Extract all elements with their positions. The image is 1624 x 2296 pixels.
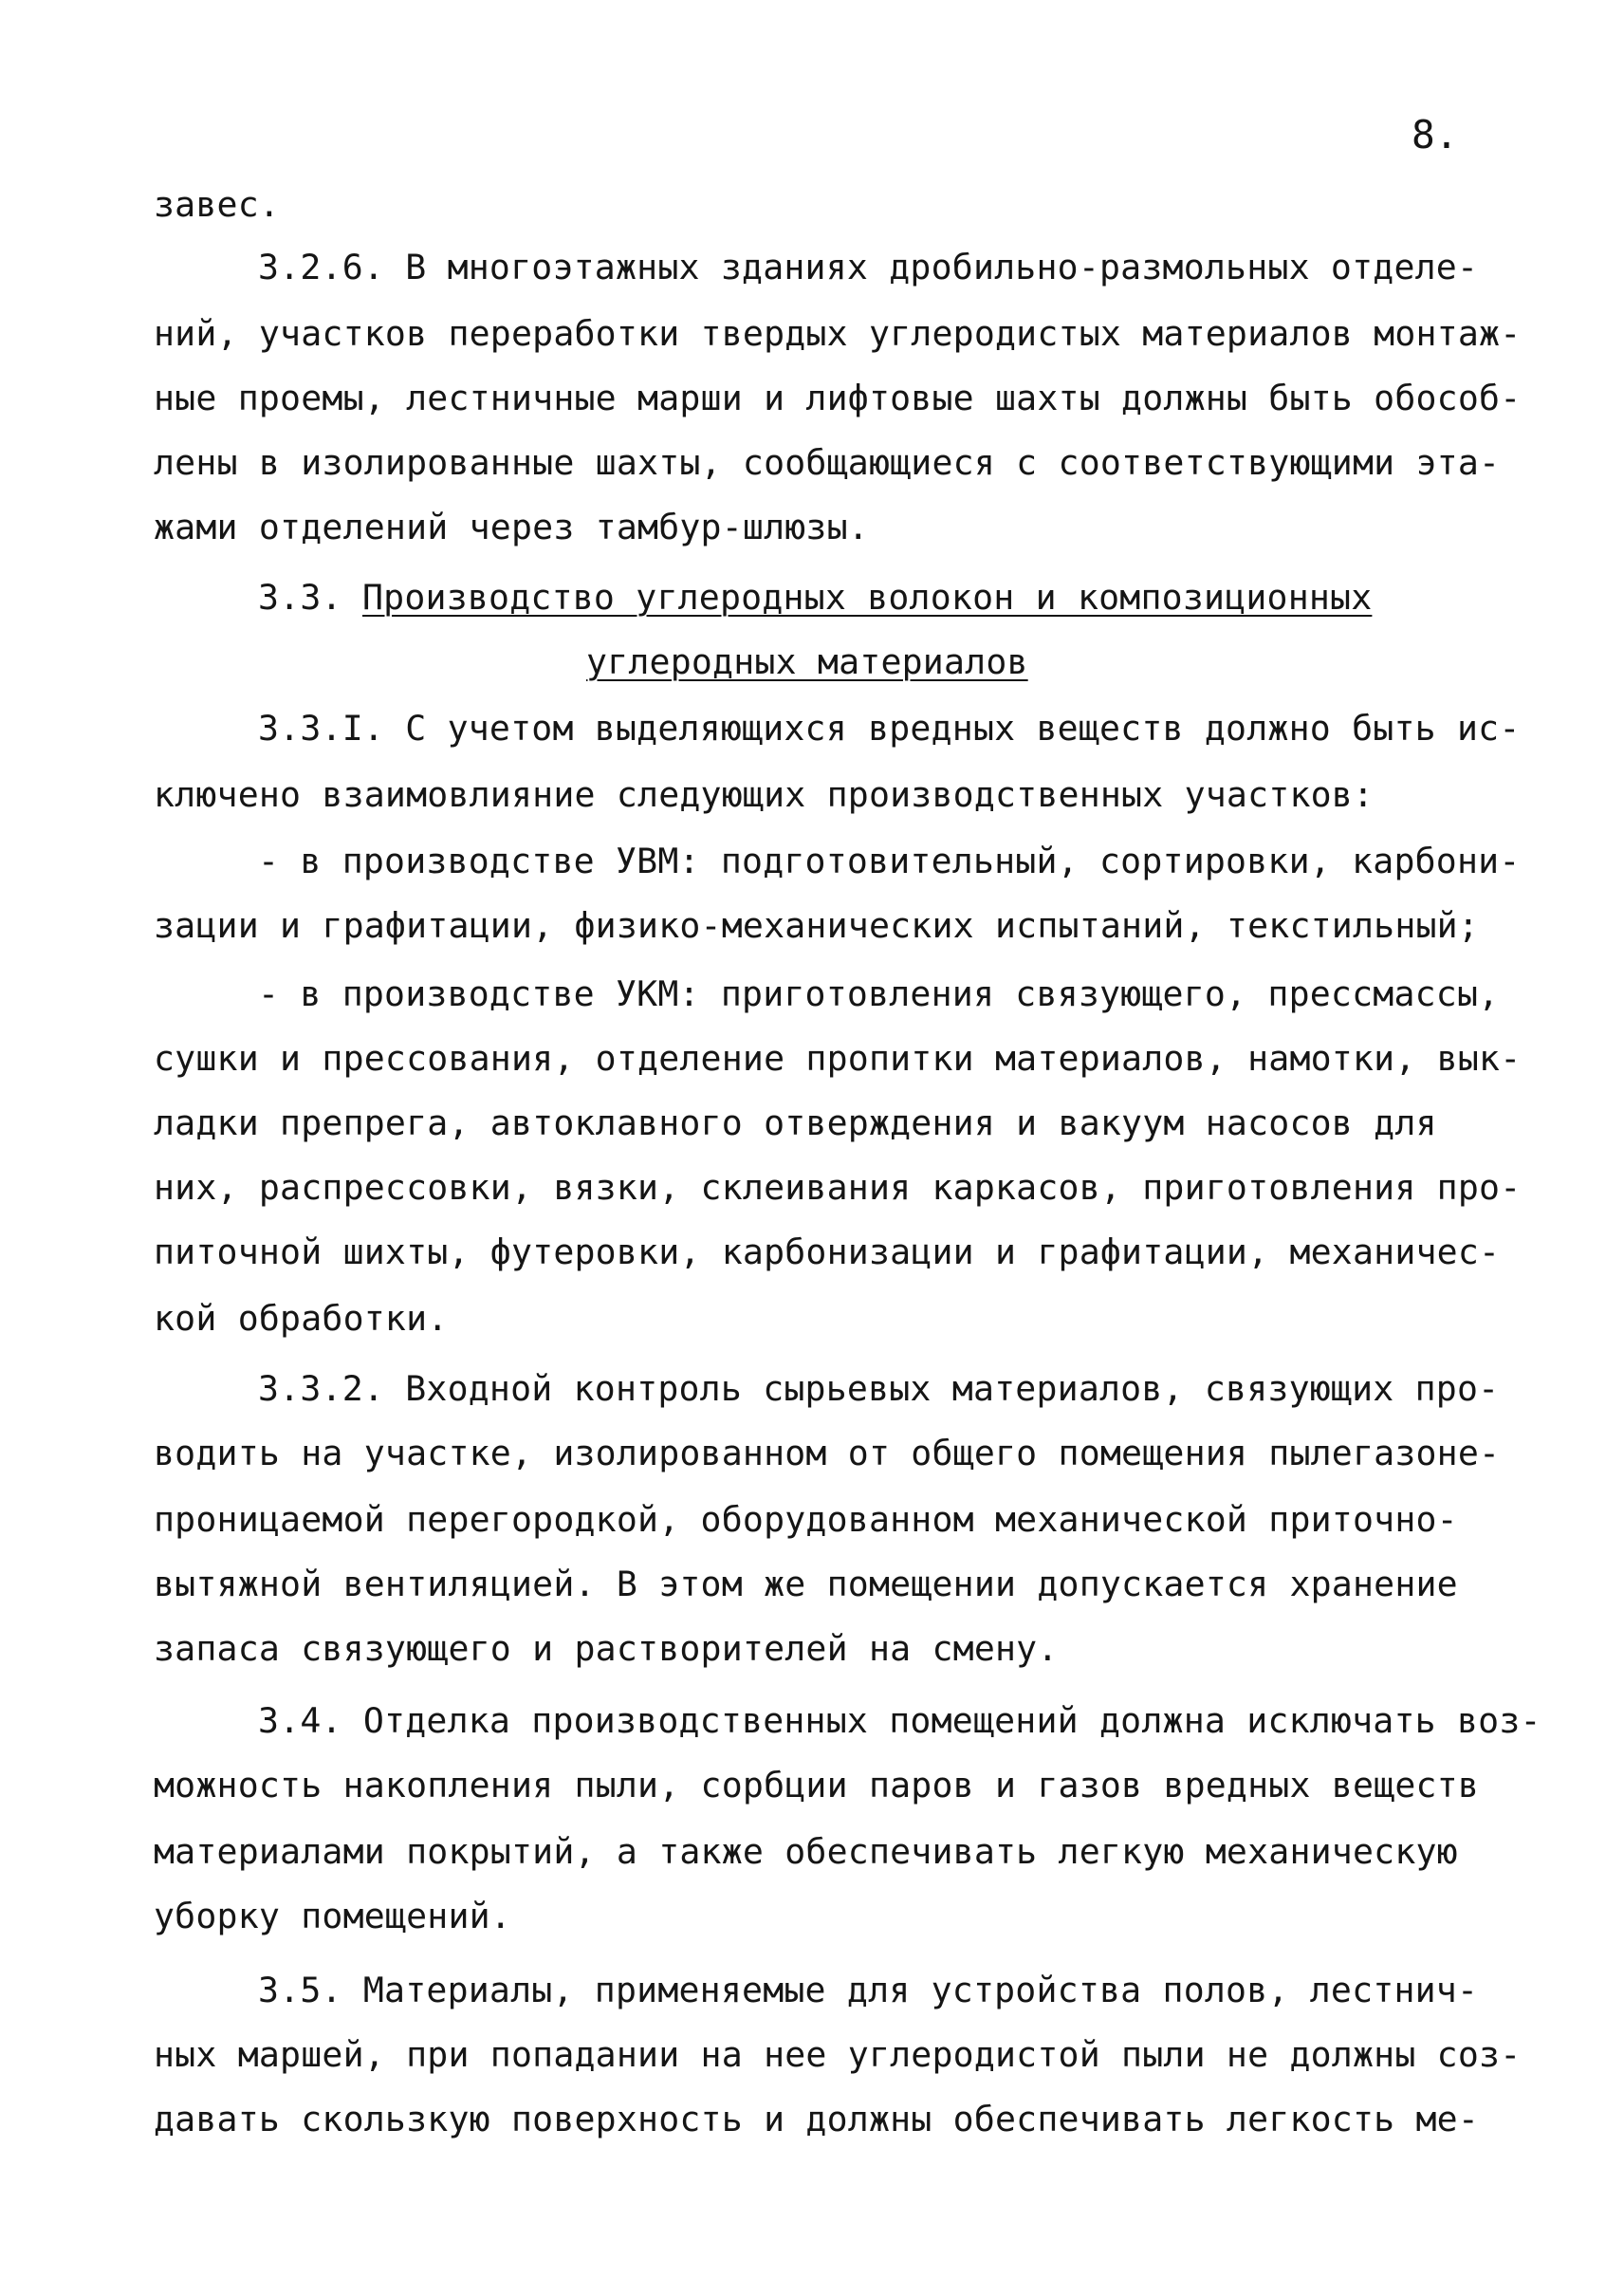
text-line: зации и графитации, физико-механических испытаний, текстильный; <box>154 905 1480 946</box>
text-line: 3.4. Отделка производственных помещений должна исключать воз- <box>258 1700 1541 1741</box>
text-line: сушки и прессования, отделение пропитки материалов, намотки, вык- <box>154 1038 1522 1079</box>
text-line: давать скользкую поверхность и должны обеспечивать легкость ме- <box>154 2099 1480 2139</box>
text-line: уборку помещений. <box>154 1896 511 1936</box>
text-line: 3.2.6. В многоэтажных зданиях дробильно-размольных отделе- <box>258 247 1479 287</box>
text-line: лены в изолированные шахты, сообщающиеся с соответствующими эта- <box>154 442 1501 483</box>
text-line: проницаемой перегородкой, оборудованном механической приточно- <box>154 1499 1458 1540</box>
text-line: кой обработки. <box>154 1298 449 1339</box>
text-line: можность накопления пыли, сорбции паров и газов вредных веществ <box>154 1765 1480 1805</box>
text-line: 3.3.2. Входной контроль сырьевых материалов, связующих про- <box>258 1368 1500 1409</box>
text-line: 3.5. Материалы, применяемые для устройства полов, лестнич- <box>258 1970 1479 2010</box>
text-line: ключено взаимовлияние следующих производственных участков: <box>154 774 1375 815</box>
text-line: ных маршей, при попадании на нее углеродистой пыли не должны соз- <box>154 2034 1522 2075</box>
text-line: питочной шихты, футеровки, карбонизации и графитации, механичес- <box>154 1231 1501 1272</box>
text-line: материалами покрытий, а также обеспечивать легкую механическую <box>154 1831 1458 1872</box>
section-title-line-1: Производство углеродных волокон и композиционных <box>362 577 1373 618</box>
text-line: вытяжной вентиляцией. В этом же помещении допускается хранение <box>154 1564 1458 1604</box>
text-line: завес. <box>154 184 281 225</box>
text-line: водить на участке, изолированном от общего помещения пылегазоне- <box>154 1433 1501 1473</box>
list-item: - в производстве УВМ: подготовительный, сортировки, карбони- <box>258 841 1521 881</box>
text-line: запаса связующего и растворителей на смену. <box>154 1628 1059 1669</box>
text-line: ные проемы, лестничные марши и лифтовые шахты должны быть обособ- <box>154 378 1522 418</box>
text-line: них, распрессовки, вязки, склеивания каркасов, приготовления про- <box>154 1167 1522 1208</box>
text-line: ладки препрега, автоклавного отверждения и вакуум насосов для <box>154 1102 1437 1143</box>
text-line: жами отделений через тамбур-шлюзы. <box>154 507 869 547</box>
list-item: - в производстве УКМ: приготовления связующего, прессмассы, <box>258 973 1500 1014</box>
text-line: 3.3.I. С учетом выделяющихся вредных веществ должно быть ис- <box>258 708 1521 749</box>
section-title-line-2: углеродных материалов <box>586 641 1028 682</box>
section-number: 3.3. <box>258 577 342 618</box>
text-line: ний, участков переработки твердых углеродистых материалов монтаж- <box>154 313 1522 354</box>
page-number: 8. <box>1412 112 1459 157</box>
